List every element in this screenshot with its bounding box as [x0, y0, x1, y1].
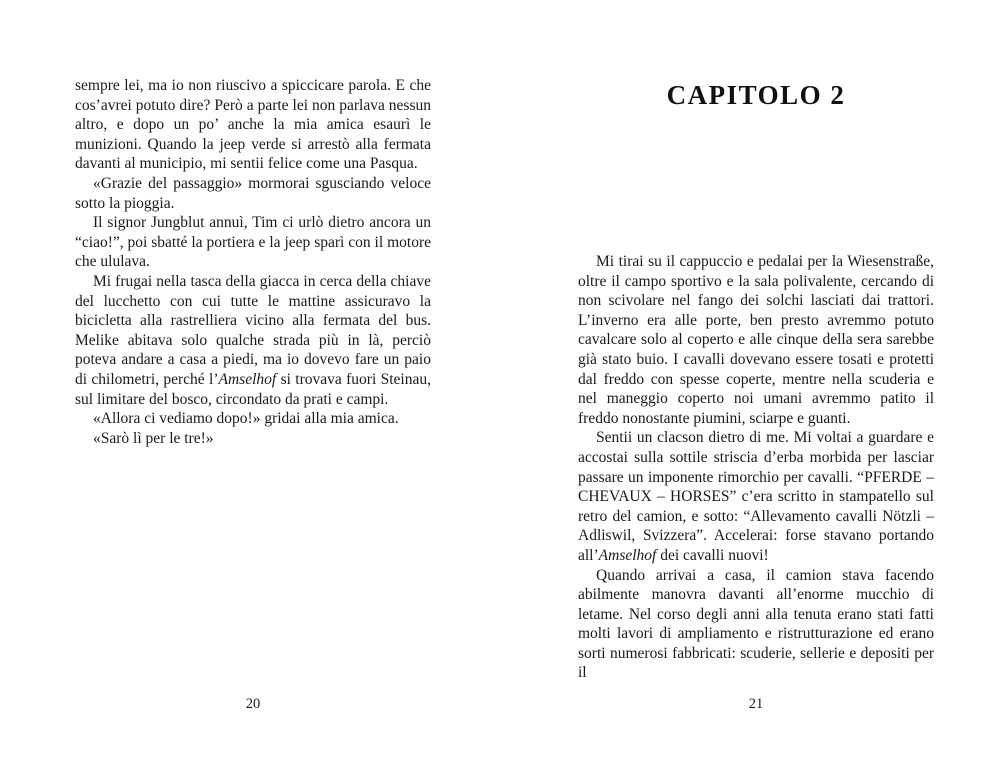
page-number-left: 20: [245, 696, 261, 712]
text-segment: Mi frugai nella tasca della giacca in cerca della chiave del lucchetto con cui tutte le mattine assicuravo la bicicletta alla rastrelliera vicino alla fermata del bus. Melike abitava solo qualche strada più in là, perciò poteva andare a casa a piedi, ma io dovevo fare un paio di chilometri, perché l’: [75, 272, 431, 388]
text-segment: Il signor Jungblut annuì, Tim ci urlò dietro ancora un “ciao!”, poi sbatté la portiera e la jeep sparì con il motore che ululava.: [75, 214, 431, 271]
text-segment: «Allora ci vediamo dopo!» gridai alla mia amica.: [93, 410, 399, 428]
text-segment: si trovava fuori Steinau, sul limitare del bosco, circondato da prati e campi.: [75, 370, 431, 408]
paragraph: [75, 213, 431, 272]
italic-text: Amselhof: [218, 370, 277, 388]
text-segment: «Sarò lì per le tre!»: [93, 429, 214, 447]
paragraph: [75, 409, 431, 429]
paragraph: [578, 252, 934, 428]
text-segment: Mi tirai su il cappuccio e pedalai per la Wiesenstraße, oltre il campo sportivo e la sala polivalente, cercando di non scivolare nel fango dei solchi lasciati dai trattori. L’inverno era alle porte, ben presto avremmo potuto cavalcare solo al coperto e alle cinque della sera sarebbe già stato buio. I cavalli dovevano essere tosati e protetti dal freddo con spesse coperte, mentre nella scuderia e nel maneggio coperto noi umani avremmo patito il freddo nonostante piumini, sciarpe e guanti.: [578, 253, 934, 427]
page-number-right: 21: [748, 696, 764, 712]
text-segment: Sentii un clacson dietro di me. Mi voltai a guardare e accostai sulla sottile striscia d’erba morbida per lasciar passare un imponente rimorchio per cavalli. “PFERDE – CHEVAUX – HORSES” c’era scritto in stampatello sul retro del camion, e sotto: “Allevamento cavalli Nötzli – Adliswil, Svizzera”. Accelerai: forse stavano portando all’: [578, 429, 934, 564]
text-segment: dei cavalli nuovi!: [656, 546, 769, 564]
paragraph: [75, 76, 431, 174]
paragraph: [75, 174, 431, 213]
italic-text: Amselhof: [598, 546, 657, 564]
text-segment: «Grazie del passaggio» mormorai sgusciando veloce sotto la pioggia.: [75, 174, 431, 212]
chapter-title: CAPITOLO 2: [666, 80, 846, 110]
right-page-body: [578, 252, 934, 683]
paragraph: [578, 428, 934, 565]
text-segment: Quando arrivai a casa, il camion stava facendo abilmente manovra davanti all’enorme mucchio di letame. Nel corso degli anni alla tenuta erano stati fatti molti lavori di ampliamento e ristrutturazione ed erano sorti numerosi fabbricati: scuderie, sellerie e depositi per il: [578, 566, 934, 682]
left-page-body: [75, 76, 431, 448]
paragraph: [75, 429, 431, 449]
paragraph: [75, 272, 431, 409]
text-segment: sempre lei, ma io non riuscivo a spiccicare parola. E che cos’avrei potuto dire? Però a parte lei non parlava nessun altro, e dopo un po’ anche la mia amica esaurì le munizioni. Quando la jeep verde si arrestò alla fermata davanti al municipio, mi sentii felice come una Pasqua.: [75, 77, 431, 173]
paragraph: [578, 566, 934, 684]
